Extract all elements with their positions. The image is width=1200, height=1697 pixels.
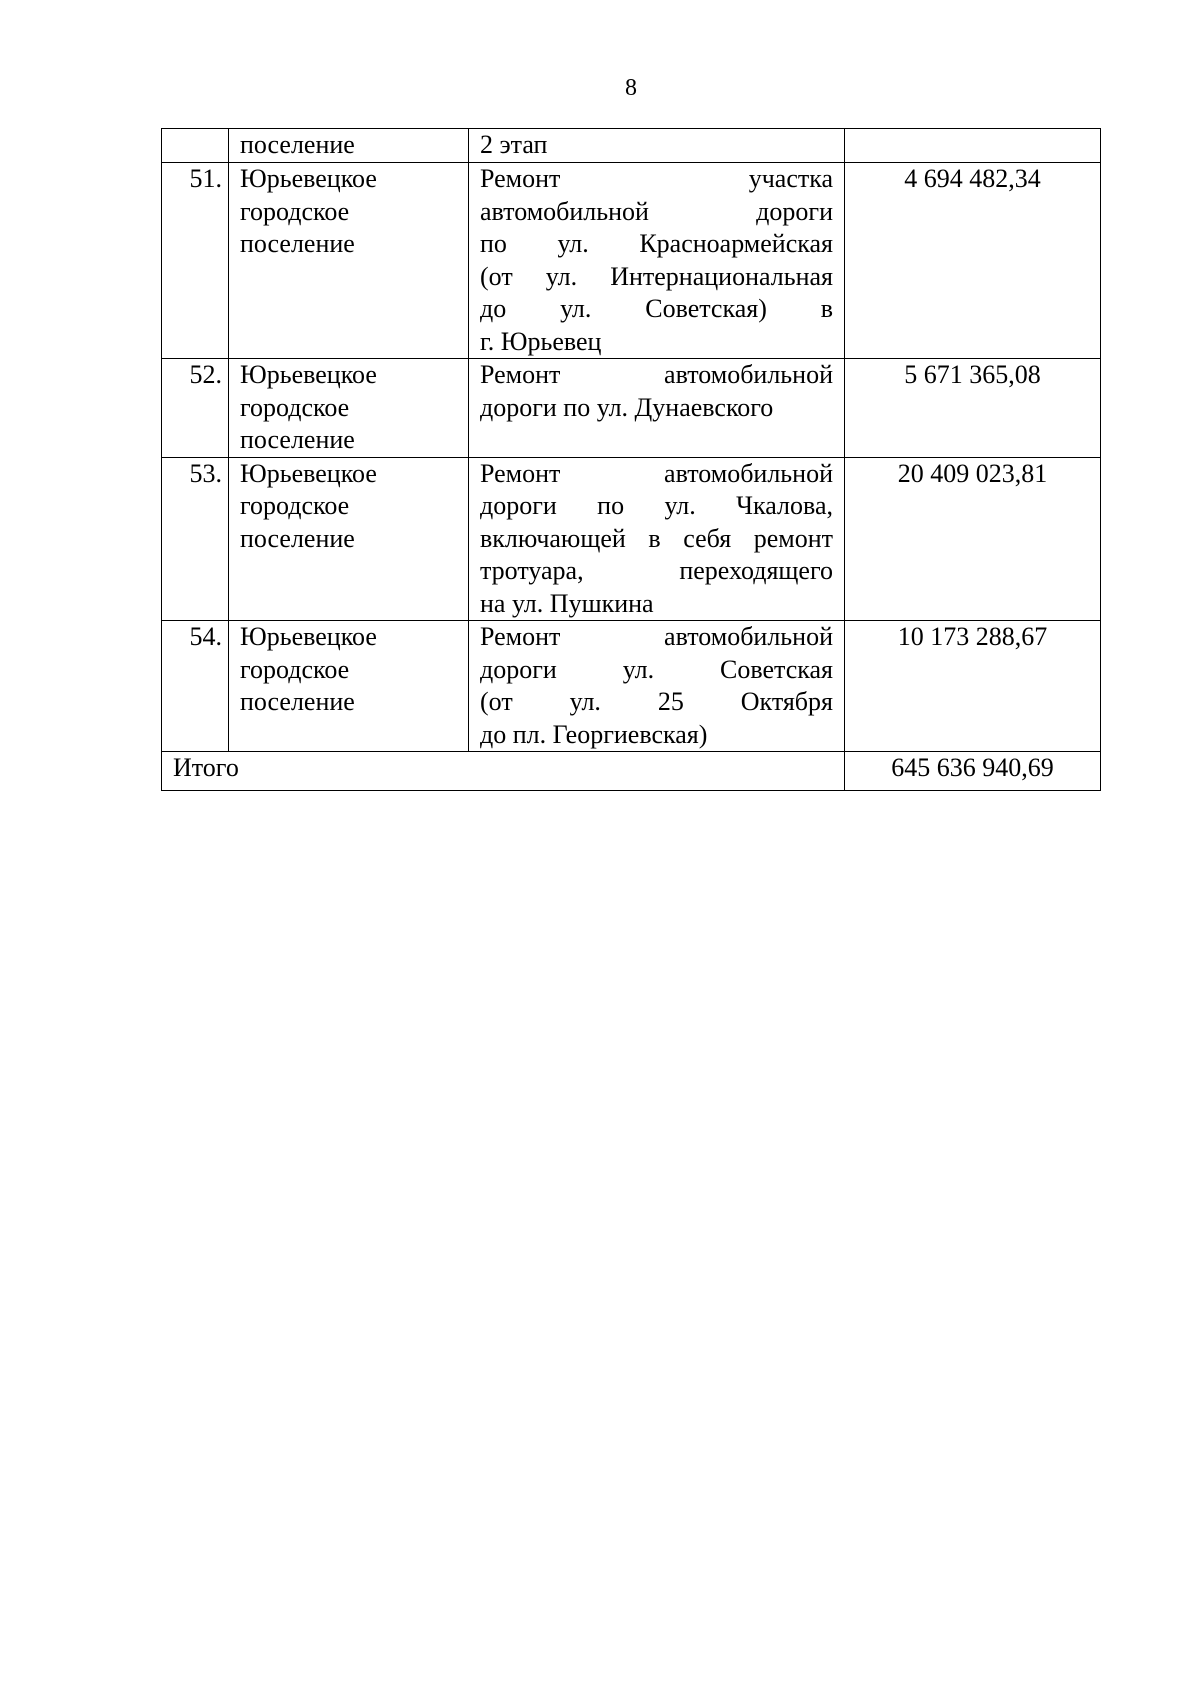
settlement-line: Юрьевецкое [240,360,377,389]
work-line: (от ул. 25 Октября [480,687,833,716]
settlement-line: поселение [240,229,355,258]
row-number-cell: 52. [162,359,229,458]
row-number-cell: 54. [162,621,229,752]
row-number-cell: 53. [162,457,229,621]
table-row [162,163,1101,359]
work-line: до пл. Георгиевская) [480,719,708,749]
work-line: Ремонт автомобильной [480,622,833,651]
work-line: до ул. Советская) в [480,294,833,323]
amount-cell: 10 173 288,67 [845,621,1101,752]
work-line: дороги по ул. Чкалова, [480,491,833,520]
amount-cell [845,129,1101,163]
work-line: автомобильной дороги [480,196,833,226]
amount-cell: 4 694 482,34 [845,163,1101,359]
work-description-cell [469,359,845,458]
settlement-line: Юрьевецкое [240,164,377,193]
work-line: на ул. Пушкина [480,588,654,618]
table-row [162,457,1101,621]
settlement-cell [229,457,469,621]
settlement-line: поселение [240,425,355,454]
settlement-line: поселение [240,523,355,553]
budget-table [161,128,1101,791]
table-row-total [162,752,1101,791]
work-description-cell [469,457,845,621]
work-line: дороги по ул. Дунаевского [480,392,774,422]
settlement-line: городское [240,654,350,684]
settlement-cell [229,163,469,359]
settlement-line: городское [240,491,350,520]
settlement-line: Юрьевецкое [240,622,377,651]
total-label: Итого [162,752,845,791]
work-line: Ремонт автомобильной [480,360,833,389]
settlement-cell [229,621,469,752]
work-line: тротуара, переходящего [480,556,833,585]
table-row-continuation [162,129,1101,163]
amount-cell: 5 671 365,08 [845,359,1101,458]
row-number-cell [162,129,229,163]
work-line: Ремонт участка [480,164,833,193]
total-amount: 645 636 940,69 [845,752,1101,791]
page-number: 8 [625,75,637,101]
settlement-line: поселение [240,687,355,716]
work-line: (от ул. Интернациональная [480,261,833,291]
row-number-cell: 51. [162,163,229,359]
work-line: дороги ул. Советская [480,654,833,684]
settlement-line: городское [240,392,350,422]
work-line: включающей в себя ремонт [480,523,833,553]
table-row [162,621,1101,752]
work-line: Ремонт автомобильной [480,458,833,488]
work-description-cell: 2 этап [469,129,845,163]
settlement-cell: поселение [229,129,469,163]
settlement-line: Юрьевецкое [240,458,377,488]
work-line: по ул. Красноармейская [480,229,833,258]
work-description-cell [469,621,845,752]
work-line: г. Юрьевец [480,326,602,356]
work-description-cell [469,163,845,359]
amount-cell: 20 409 023,81 [845,457,1101,621]
table-row [162,359,1101,458]
settlement-cell [229,359,469,458]
settlement-line: городское [240,196,350,226]
